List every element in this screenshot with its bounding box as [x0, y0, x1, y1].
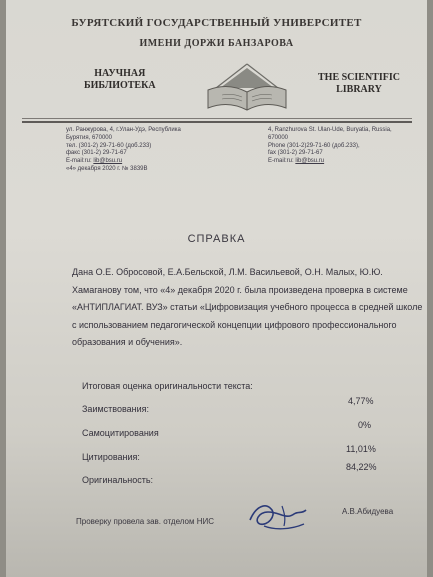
- originality-label: Оригинальность:: [82, 475, 154, 485]
- borrowed-value: 4,77%: [348, 396, 374, 406]
- citation-label: Цитирования:: [82, 452, 140, 462]
- certificate-body: Дана О.Е. Обросовой, Е.А.Бельской, Л.М. Васильевой, О.Н. Малых, Ю.Ю. Хамаганову том, что «4» декабря 2020 г. была произведена проверка в системе «АНТИПЛАГИАТ. ВУЗ» статьи «Цифровизация учебного процесса в средней школе с использованием педагогической концепции цифрового профессионального образования и обучения».: [72, 267, 423, 348]
- handwritten-signature-icon: [246, 496, 310, 536]
- document-page: [6, 0, 427, 577]
- signature-caption: Проверку провела зав. отделом НИС: [76, 517, 215, 526]
- document-date-number: «4» декабря 2020 г. № 3839В: [66, 165, 148, 172]
- library-name-ru: НАУЧНАЯ БИБЛИОТЕКА: [84, 68, 156, 91]
- library-name-en: THE SCIENTIFIC LIBRARY: [318, 72, 400, 95]
- university-named: ИМЕНИ ДОРЖИ БАНЗАРОВА: [139, 38, 294, 49]
- email-link[interactable]: lib@bsu.ru: [93, 158, 123, 165]
- library-book-logo-icon: [202, 62, 292, 114]
- address-en: 4, Ranzhurova St. Ulan-Ude, Buryatia, Russia, 670000 Phone (301-2)29-71-60 (доб.233), fax (301-2) 29-71-67 E-mail:ru: lib@bsu.ru: [268, 127, 392, 165]
- self-citation-value: 0%: [358, 420, 372, 430]
- email-link-en[interactable]: lib@bsu.ru: [295, 158, 325, 165]
- citation-value: 11,01%: [346, 444, 376, 454]
- borrowed-label: Заимствования:: [82, 404, 150, 414]
- self-citation-label: Самоцитирования: [82, 428, 159, 438]
- signatory-name: А.В.Абидуева: [342, 507, 394, 516]
- originality-value: 84,22%: [346, 462, 377, 472]
- address-ru: ул. Ранжурова, 4, г.Улан-Удэ, Республика Бурятия, 670000 тел. (301-2) 29-71-60 (доб.233) факс (301-2) 29-71-67 E-mail:ru: lib@bsu.ru «4» декабря 2020 г. № 3839В: [66, 127, 256, 174]
- header-divider-thick: [22, 121, 412, 123]
- results-heading: Итоговая оценка оригинальности текста:: [82, 381, 253, 391]
- header-divider: [22, 118, 412, 119]
- university-name: БУРЯТСКИЙ ГОСУДАРСТВЕННЫЙ УНИВЕРСИТЕТ: [71, 17, 362, 29]
- document-title: СПРАВКА: [187, 233, 246, 245]
